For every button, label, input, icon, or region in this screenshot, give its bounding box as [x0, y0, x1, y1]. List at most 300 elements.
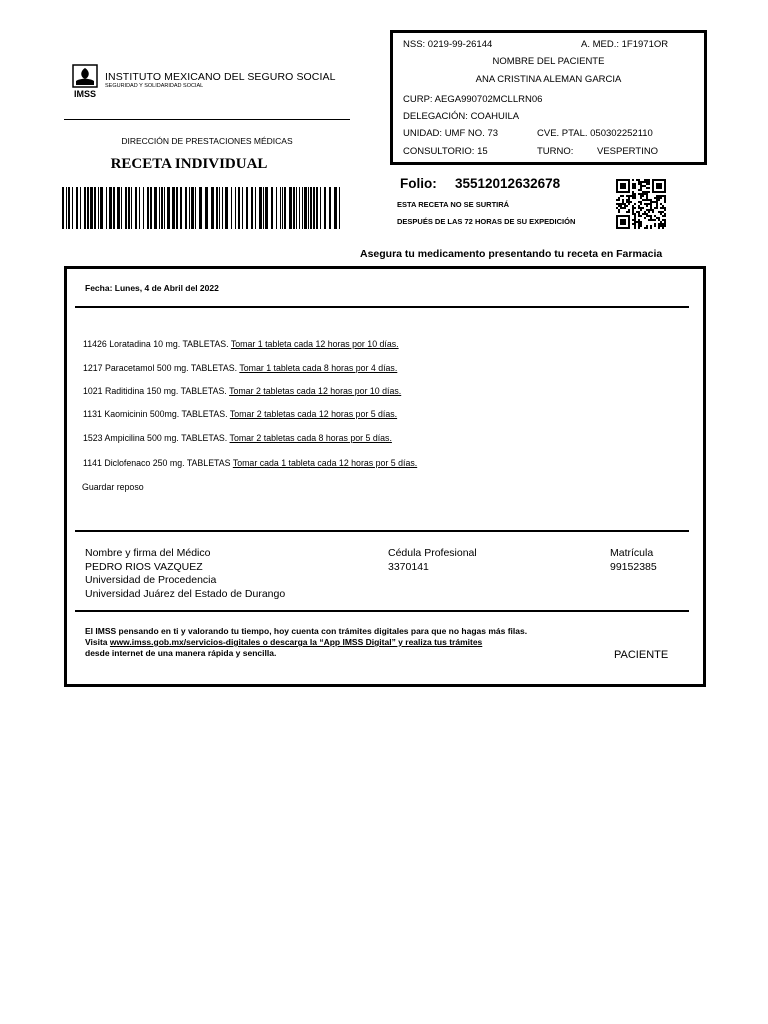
barcode-bar [320, 187, 321, 229]
qr-module [664, 207, 666, 209]
prescription-note: Guardar reposo [82, 482, 144, 492]
qr-module [652, 209, 654, 211]
qr-module [642, 195, 644, 197]
qr-module [634, 225, 636, 227]
qr-module [650, 227, 652, 229]
barcode-bar [180, 187, 182, 229]
barcode-bar [238, 187, 240, 229]
qr-module [650, 217, 652, 219]
medication-desc: 1021 Raditidina 150 mg. TABLETAS. [83, 386, 227, 396]
barcode-bar [222, 187, 223, 229]
barcode-bar [313, 187, 315, 229]
barcode-bar [72, 187, 73, 229]
qr-module [634, 213, 636, 215]
barcode-bar [100, 187, 103, 229]
qr-module [632, 223, 634, 225]
barcode-bar [296, 187, 297, 229]
qr-module [624, 207, 626, 209]
qr-module [618, 209, 620, 211]
qr-module [648, 183, 650, 185]
barcode-bar [106, 187, 107, 229]
qr-module [642, 199, 644, 201]
qr-module [664, 213, 666, 215]
barcode-bar [87, 187, 89, 229]
qr-module [664, 221, 666, 223]
qr-module [616, 203, 618, 205]
barcode-bar [259, 187, 262, 229]
qr-module [632, 179, 634, 181]
qr-module [658, 197, 660, 199]
qr-module [620, 183, 626, 189]
barcode-bar [255, 187, 256, 229]
barcode-bar [68, 187, 70, 229]
qr-module [644, 193, 646, 195]
barcode-bar [167, 187, 170, 229]
qr-module [634, 203, 636, 205]
prescription-date: Fecha: Lunes, 4 de Abril del 2022 [85, 283, 219, 293]
barcode-bar [339, 187, 340, 229]
qr-module [656, 207, 658, 209]
qr-module [638, 225, 640, 227]
footer-line2 [85, 637, 595, 648]
barcode-bar [216, 187, 218, 229]
qr-module [658, 219, 660, 221]
qr-module [638, 205, 640, 207]
qr-module [644, 211, 646, 213]
barcode-bar [265, 187, 268, 229]
qr-module [642, 207, 644, 209]
qr-module [658, 195, 660, 197]
prescription-box [64, 266, 706, 687]
barcode-bar [125, 187, 127, 229]
qr-module [654, 197, 656, 199]
qr-module [658, 217, 660, 219]
institution-tagline: SEGURIDAD Y SOLIDARIDAD SOCIAL [105, 83, 204, 89]
qr-module [618, 203, 620, 205]
pharmacy-notice: Asegura tu medicamento presentando tu receta en Farmacia [360, 248, 663, 260]
qr-module [638, 181, 640, 183]
qr-module [652, 201, 654, 203]
qr-module [656, 183, 662, 189]
barcode-bar [185, 187, 187, 229]
qr-module [620, 219, 626, 225]
qr-module [632, 197, 634, 199]
qr-module [662, 207, 664, 209]
qr-module [638, 189, 640, 191]
qr-module [648, 199, 650, 201]
qr-module [644, 191, 646, 193]
barcode-bar [189, 187, 190, 229]
qr-module [654, 223, 656, 225]
digital-services-notice [85, 626, 595, 659]
barcode-bar [195, 187, 196, 229]
qr-module [646, 187, 648, 189]
qr-module [640, 223, 642, 225]
qr-module [656, 203, 658, 205]
qr-module [650, 209, 652, 211]
qr-module [646, 203, 648, 205]
qr-module [622, 203, 624, 205]
qr-module [626, 211, 628, 213]
qr-module [616, 199, 618, 201]
qr-module [664, 197, 666, 199]
qr-module [644, 227, 646, 229]
qr-module [662, 211, 664, 213]
qr-module [648, 203, 650, 205]
qr-module [632, 211, 634, 213]
qr-module [648, 219, 650, 221]
qr-module [634, 183, 636, 185]
barcode-bar [280, 187, 281, 229]
folio-number: 35512012632678 [455, 176, 561, 191]
medication-item [83, 339, 399, 349]
unidad: UNIDAD: UMF NO. 73 [403, 128, 499, 139]
barcode-bar [316, 187, 318, 229]
institution-name: INSTITUTO MEXICANO DEL SEGURO SOCIAL [105, 71, 336, 83]
qr-module [654, 207, 656, 209]
qr-module [664, 223, 666, 225]
qr-module [634, 197, 636, 199]
barcode-bar [251, 187, 253, 229]
qr-module [638, 179, 640, 181]
qr-module [634, 195, 636, 197]
qr-module [632, 193, 634, 195]
curp: CURP: AEGA990702MCLLRN06 [403, 94, 543, 105]
qr-module [648, 209, 650, 211]
consultorio: CONSULTORIO: 15 [403, 146, 488, 157]
barcode-bar [225, 187, 228, 229]
qr-module [640, 203, 642, 205]
qr-module [650, 199, 652, 201]
patient-name: ANA CRISTINA ALEMAN GARCIA [475, 74, 622, 85]
barcode-bar [199, 187, 202, 229]
qr-module [628, 201, 630, 203]
barcode-bar [164, 187, 165, 229]
qr-module [634, 227, 636, 229]
qr-module [648, 181, 650, 183]
qr-module [642, 191, 644, 193]
barcode-bar [98, 187, 99, 229]
direction-title: DIRECCIÓN DE PRESTACIONES MÉDICAS [121, 136, 293, 146]
barcode-bar [128, 187, 130, 229]
logo-text: IMSS [73, 89, 97, 99]
qr-module [664, 215, 666, 217]
qr-module [648, 211, 650, 213]
patient-name-label: NOMBRE DEL PACIENTE [492, 56, 605, 67]
qr-module [646, 205, 648, 207]
qr-module [630, 195, 632, 197]
qr-module [626, 205, 628, 207]
medication-desc: 11426 Loratadina 10 mg. TABLETAS. [83, 339, 229, 349]
barcode-bar [135, 187, 137, 229]
qr-module [638, 213, 640, 215]
qr-module [640, 189, 642, 191]
qr-module [646, 181, 648, 183]
qr-module [646, 213, 648, 215]
barcode-bar [282, 187, 283, 229]
qr-module [638, 193, 640, 195]
qr-module [650, 215, 652, 217]
barcode-bar [219, 187, 220, 229]
a-med: A. MED.: 1F1971OR [581, 39, 669, 50]
qr-module [658, 199, 660, 201]
qr-module [662, 225, 664, 227]
qr-module [618, 211, 620, 213]
medication-instructions: Tomar 1 tableta cada 12 horas por 10 días. [230, 339, 399, 349]
qr-module [660, 195, 662, 197]
qr-module [632, 185, 634, 187]
header-divider [64, 119, 350, 120]
barcode-bar [131, 187, 132, 229]
copy-label: PACIENTE [614, 649, 669, 661]
university-name: Universidad Juárez del Estado de Durango [85, 587, 286, 600]
qr-module [646, 193, 648, 195]
qr-module [660, 213, 662, 215]
medication-desc: 1217 Paracetamol 500 mg. TABLETAS. [83, 363, 238, 373]
qr-module [656, 201, 658, 203]
qr-module [640, 197, 642, 199]
cedula-label: Cédula Profesional [388, 547, 477, 559]
barcode-bar [289, 187, 292, 229]
qr-module [646, 191, 648, 193]
qr-module [638, 215, 640, 217]
qr-module [628, 197, 630, 199]
qr-module [640, 181, 642, 183]
matricula-number: 99152385 [610, 560, 657, 573]
barcode-bar [304, 187, 307, 229]
qr-module [634, 207, 636, 209]
qr-module [664, 225, 666, 227]
qr-module [638, 223, 640, 225]
barcode-bar [172, 187, 175, 229]
qr-module [662, 219, 664, 221]
medications-divider [75, 530, 689, 532]
barcode-bar [121, 187, 122, 229]
qr-module [638, 221, 640, 223]
qr-module [624, 203, 626, 205]
qr-module [646, 225, 648, 227]
qr-module [640, 209, 642, 211]
qr-module [632, 183, 634, 185]
qr-module [654, 215, 656, 217]
qr-module [634, 221, 636, 223]
qr-module [624, 205, 626, 207]
doctor-name: PEDRO RIOS VAZQUEZ [85, 560, 203, 573]
qr-module [658, 227, 660, 229]
barcode-bar [76, 187, 78, 229]
matricula-block [610, 547, 657, 574]
qr-module [654, 219, 656, 221]
qr-module [660, 211, 662, 213]
barcode-bar [143, 187, 144, 229]
medication-desc: 1131 Kaomicinin 500mg. TABLETAS. [83, 409, 228, 419]
qr-module [618, 205, 620, 207]
validity-note-line2: DESPUÉS DE LAS 72 HORAS DE SU EXPEDICIÓN [397, 217, 576, 226]
qr-module [644, 203, 646, 205]
qr-module [640, 183, 642, 185]
qr-code [616, 179, 666, 229]
qr-module [616, 207, 618, 209]
qr-module [620, 207, 622, 209]
qr-module [644, 185, 646, 187]
qr-module [630, 201, 632, 203]
barcode-bar [205, 187, 208, 229]
qr-module [650, 225, 652, 227]
qr-module [664, 209, 666, 211]
barcode-bar [308, 187, 309, 229]
barcode-bar [90, 187, 93, 229]
medication-instructions: Tomar 2 tabletas cada 12 horas por 5 días. [229, 409, 398, 419]
footer-visita: Visita [85, 637, 110, 647]
qr-module [646, 183, 648, 185]
barcode-bar [310, 187, 312, 229]
delegacion: DELEGACIÓN: COAHUILA [403, 111, 520, 122]
barcode [62, 187, 344, 242]
medication-item [83, 363, 397, 373]
qr-module [640, 221, 642, 223]
turno-label: TURNO: [537, 146, 574, 157]
qr-module [634, 193, 636, 195]
patient-info-box [390, 30, 707, 165]
barcode-bar [271, 187, 273, 229]
qr-module [636, 179, 638, 181]
nss: NSS: 0219-99-26144 [403, 39, 493, 50]
doctor-sign-label: Nombre y firma del Médico [85, 547, 211, 559]
qr-module [632, 195, 634, 197]
qr-module [662, 205, 664, 207]
qr-module [656, 197, 658, 199]
medication-desc: 1141 Diclofenaco 250 mg. TABLETAS [83, 458, 231, 468]
barcode-bar [117, 187, 120, 229]
qr-module [632, 207, 634, 209]
medication-item [83, 386, 401, 396]
barcode-bar [231, 187, 232, 229]
qr-module [640, 193, 642, 195]
qr-module [662, 227, 664, 229]
barcode-bar [94, 187, 96, 229]
barcode-bar [84, 187, 86, 229]
qr-module [626, 201, 628, 203]
digital-services-link[interactable]: www.imss.gob.mx/servicios-digitales o descarga la “App IMSS Digital” y realiza tus trámites [109, 637, 483, 647]
qr-module [638, 227, 640, 229]
qr-module [632, 209, 634, 211]
barcode-bar [150, 187, 152, 229]
qr-module [646, 209, 648, 211]
qr-module [644, 217, 646, 219]
qr-module [660, 223, 662, 225]
qr-module [656, 205, 658, 207]
qr-module [662, 195, 664, 197]
barcode-bar [113, 187, 115, 229]
qr-module [648, 179, 650, 181]
qr-module [664, 199, 666, 201]
qr-module [646, 195, 648, 197]
qr-module [640, 201, 642, 203]
qr-module [644, 213, 646, 215]
cedula-block [388, 547, 477, 574]
barcode-bar [293, 187, 295, 229]
cve-ptal: CVE. PTAL. 050302252110 [537, 128, 653, 139]
qr-module [646, 215, 648, 217]
footer-line3: desde internet de una manera rápida y sencilla. [85, 648, 277, 658]
qr-module [654, 225, 656, 227]
qr-module [650, 203, 652, 205]
qr-module [622, 195, 624, 197]
qr-module [640, 187, 642, 189]
qr-module [656, 217, 658, 219]
barcode-bar [284, 187, 286, 229]
qr-module [656, 195, 658, 197]
qr-module [632, 219, 634, 221]
qr-module [658, 223, 660, 225]
barcode-bar [324, 187, 326, 229]
qr-module [660, 221, 662, 223]
qr-module [648, 215, 650, 217]
qr-module [634, 215, 636, 217]
medication-desc: 1523 Ampicilina 500 mg. TABLETAS. [83, 433, 228, 443]
qr-module [644, 181, 646, 183]
qr-module [664, 201, 666, 203]
barcode-bar [109, 187, 112, 229]
qr-module [622, 199, 624, 201]
qr-module [658, 225, 660, 227]
cedula-number: 3370141 [388, 560, 429, 573]
qr-module [650, 207, 652, 209]
medication-instructions: Tomar 1 tableta cada 8 horas por 4 días. [239, 363, 398, 373]
barcode-bar [154, 187, 157, 229]
qr-module [652, 219, 654, 221]
barcode-bar [159, 187, 160, 229]
qr-module [638, 183, 640, 185]
qr-module [662, 223, 664, 225]
qr-module [628, 203, 630, 205]
barcode-bar [211, 187, 214, 229]
folio-label: Folio: [400, 176, 437, 191]
qr-module [646, 197, 648, 199]
medication-item [83, 433, 392, 443]
qr-module [650, 201, 652, 203]
qr-module [646, 227, 648, 229]
imss-logo [70, 63, 100, 99]
barcode-bar [176, 187, 178, 229]
qr-module [634, 223, 636, 225]
qr-module [638, 219, 640, 221]
qr-module [644, 199, 646, 201]
qr-module [632, 205, 634, 207]
qr-module [618, 197, 620, 199]
qr-module [660, 225, 662, 227]
qr-module [644, 179, 646, 181]
barcode-bar [66, 187, 67, 229]
qr-module [638, 211, 640, 213]
qr-module [632, 213, 634, 215]
qr-module [650, 205, 652, 207]
qr-module [656, 199, 658, 201]
qr-module [642, 193, 644, 195]
qr-module [634, 187, 636, 189]
barcode-bar [147, 187, 149, 229]
university-label: Universidad de Procedencia [85, 574, 217, 586]
qr-module [664, 195, 666, 197]
qr-module [658, 211, 660, 213]
medication-item [83, 409, 397, 419]
qr-module [662, 215, 664, 217]
barcode-bar [263, 187, 264, 229]
qr-module [628, 211, 630, 213]
qr-module [648, 187, 650, 189]
barcode-bar [80, 187, 81, 229]
validity-note-line1: ESTA RECETA NO SE SURTIRÁ [397, 200, 510, 209]
